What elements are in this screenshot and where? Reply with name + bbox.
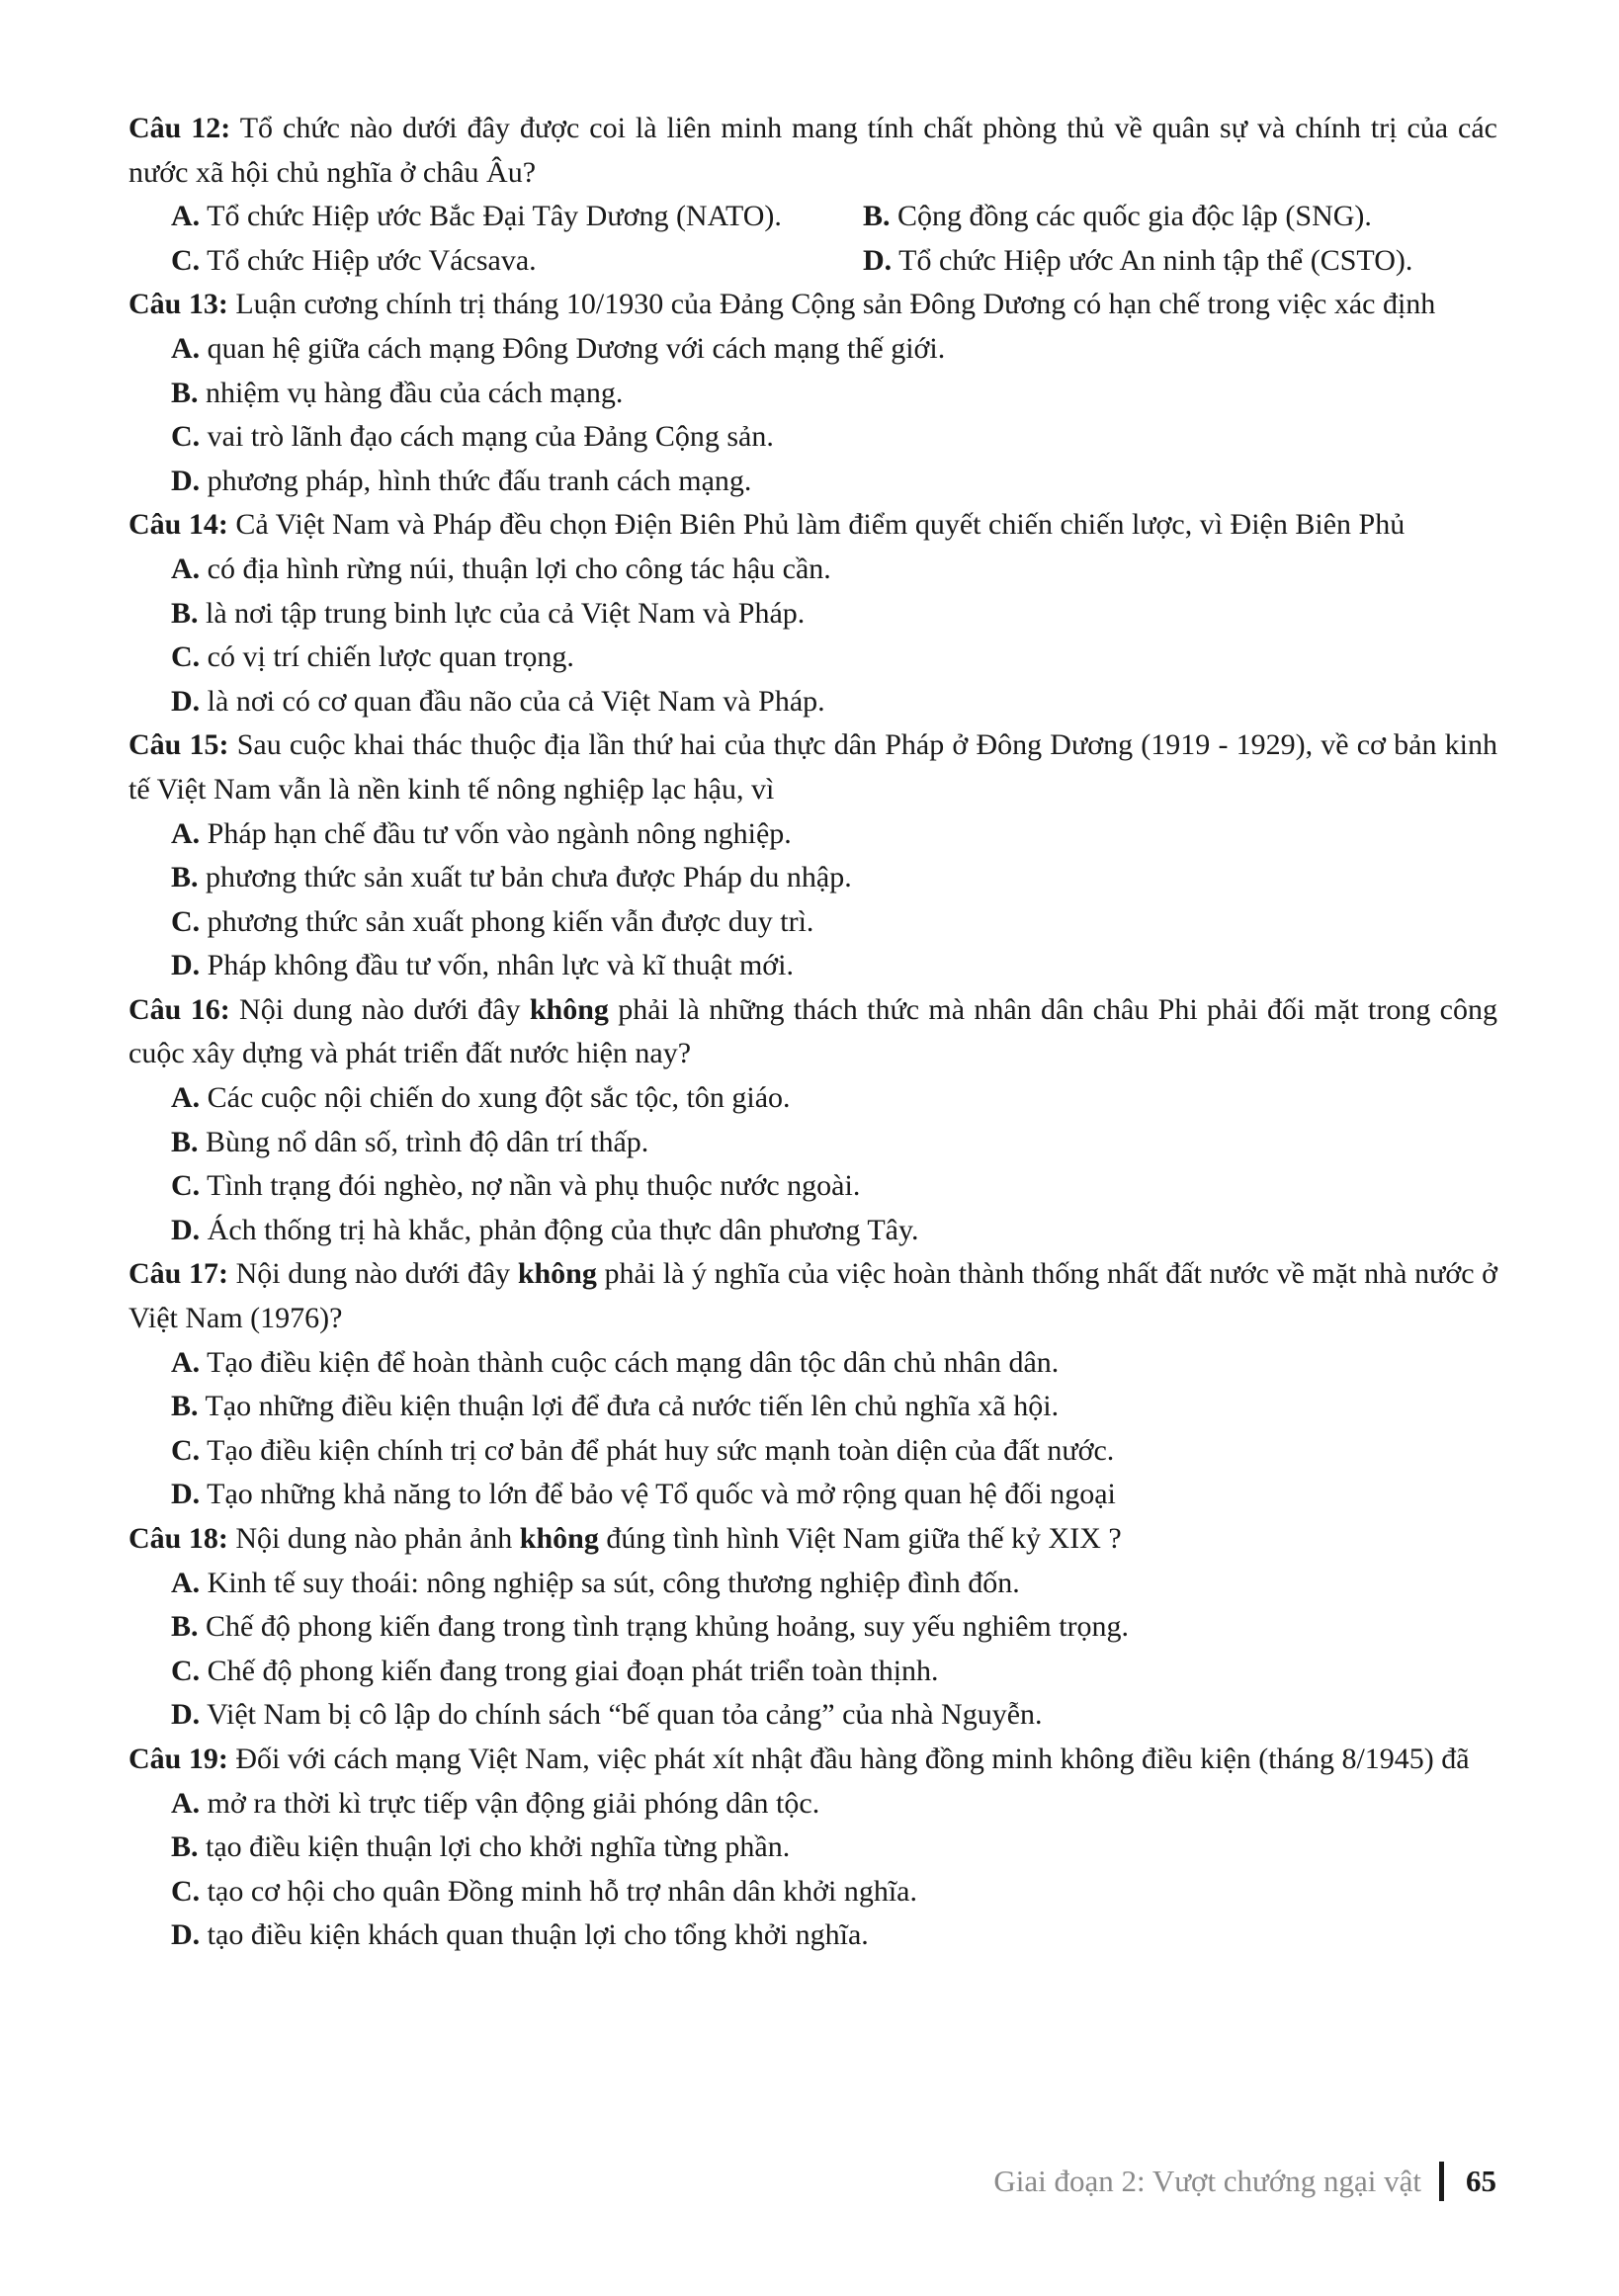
question-text: đúng tình hình Việt Nam giữa thế kỷ XIX ?	[598, 1522, 1122, 1555]
option-letter: D.	[171, 949, 201, 982]
footer-divider	[1439, 2162, 1444, 2201]
option-text: Bùng nổ dân số, trình độ dân trí thấp.	[198, 1125, 649, 1158]
question-stem	[128, 1252, 1497, 1340]
option-text: nhiệm vụ hàng đầu của cách mạng.	[198, 376, 624, 409]
option-text: tạo điều kiện khách quan thuận lợi cho tổng khởi nghĩa.	[200, 1918, 869, 1952]
option-text: Tạo những khả năng to lớn để bảo vệ Tổ quốc và mở rộng quan hệ đối ngoại	[200, 1478, 1116, 1511]
question-text: Sau cuộc khai thác thuộc địa lần thứ hai của thực dân Pháp ở Đông Dương (1919 - 1929), về cơ bản kinh tế Việt Nam vẫn là nền kinh tế nông nghiệp lạc hậu, vì	[128, 728, 1498, 806]
option-text: phương thức sản xuất tư bản chưa được Pháp du nhập.	[198, 861, 852, 894]
option-text: Chế độ phong kiến đang trong tình trạng khủng hoảng, suy yếu nghiêm trọng.	[198, 1610, 1130, 1644]
question-stem	[128, 107, 1497, 195]
option-text: Tạo điều kiện để hoàn thành cuộc cách mạng dân tộc dân chủ nhân dân.	[200, 1345, 1060, 1379]
answer-option	[128, 1429, 1497, 1474]
question-text: Nội dung nào dưới đây	[229, 992, 530, 1026]
page-number: 65	[1466, 2164, 1496, 2198]
option-text: Chế độ phong kiến đang trong giai đoạn phát triển toàn thịnh.	[200, 1654, 939, 1687]
option-text: vai trò lãnh đạo cách mạng của Đảng Cộng sản.	[200, 420, 774, 454]
page-footer	[993, 2160, 1496, 2203]
answer-option	[863, 239, 1495, 284]
answer-option	[128, 856, 1497, 900]
option-text: Việt Nam bị cô lập do chính sách “bế quan tỏa cảng” của nhà Nguyễn.	[200, 1698, 1043, 1732]
question-label: Câu 13:	[128, 288, 228, 321]
answer-option	[171, 239, 863, 284]
option-text: Cộng đồng các quốc gia độc lập (SNG).	[890, 200, 1372, 233]
answer-option	[128, 1826, 1497, 1870]
emphasis-word: không	[529, 992, 609, 1026]
question-label: Câu 15:	[128, 728, 229, 762]
question-label: Câu 12:	[128, 112, 231, 144]
question-15	[128, 723, 1497, 988]
question-text: Tổ chức nào dưới đây được coi là liên minh mang tính chất phòng thủ về quân sự và chính trị của các nước xã hội chủ nghĩa ở châu Âu?	[128, 112, 1497, 189]
option-text: quan hệ giữa cách mạng Đông Dương với cách mạng thế giới.	[200, 331, 946, 365]
answer-option	[128, 1650, 1497, 1694]
option-text: là nơi tập trung binh lực của cả Việt Nam và Pháp.	[198, 596, 806, 630]
option-letter: A.	[171, 1566, 201, 1599]
question-label: Câu 17:	[128, 1257, 228, 1291]
option-letter: D.	[171, 464, 201, 497]
option-text: Pháp hạn chế đầu tư vốn vào ngành nông nghiệp.	[200, 816, 792, 850]
answer-option	[128, 1076, 1497, 1121]
footer-section-title: Giai đoạn 2: Vượt chướng ngại vật	[993, 2164, 1421, 2198]
answer-option	[128, 1605, 1497, 1650]
option-letter: A.	[171, 1345, 201, 1379]
option-letter: D.	[171, 684, 201, 718]
option-text: mở ra thời kì trực tiếp vận động giải phóng dân tộc.	[200, 1786, 820, 1820]
option-text: tạo cơ hội cho quân Đồng minh hỗ trợ nhân dân khởi nghĩa.	[200, 1874, 917, 1908]
option-text: là nơi có cơ quan đầu não của cả Việt Nam và Pháp.	[200, 684, 825, 718]
answer-option	[128, 1385, 1497, 1429]
question-12	[128, 107, 1497, 283]
answer-option	[128, 1562, 1497, 1606]
answer-option	[128, 592, 1497, 637]
question-16	[128, 988, 1497, 1253]
question-text: Nội dung nào phản ảnh	[227, 1522, 520, 1555]
option-letter: D.	[171, 1918, 201, 1952]
option-letter: C.	[171, 243, 201, 277]
question-text: phải là những thách thức mà nhân dân châu Phi phải đối mặt trong công cuộc xây dựng và phát triển đất nước hiện nay?	[128, 992, 1497, 1070]
answer-option	[128, 372, 1497, 416]
question-18	[128, 1517, 1497, 1738]
answer-option	[128, 1164, 1497, 1209]
question-text: Đối với cách mạng Việt Nam, việc phát xít nhật đầu hàng đồng minh không điều kiện (tháng 8/1945) đã	[227, 1742, 1470, 1775]
question-17	[128, 1252, 1497, 1517]
options-grid	[128, 195, 1497, 283]
option-letter: B.	[171, 1390, 199, 1423]
question-14	[128, 503, 1497, 723]
option-letter: A.	[171, 1081, 201, 1115]
question-label: Câu 16:	[128, 992, 230, 1026]
option-text: Tạo điều kiện chính trị cơ bản để phát huy sức mạnh toàn diện của đất nước.	[200, 1433, 1115, 1467]
option-letter: D.	[171, 1478, 201, 1511]
answer-option	[128, 1913, 1497, 1958]
question-19	[128, 1738, 1497, 1958]
option-letter: A.	[171, 552, 201, 585]
answer-option	[128, 1209, 1497, 1253]
question-label: Câu 14:	[128, 508, 228, 542]
answer-option	[128, 812, 1497, 857]
option-letter: B.	[171, 861, 199, 894]
question-stem	[128, 1517, 1497, 1562]
question-label: Câu 19:	[128, 1742, 228, 1775]
question-label: Câu 18:	[128, 1522, 228, 1555]
option-text: Tổ chức Hiệp ước Vácsava.	[200, 243, 537, 277]
option-letter: A.	[171, 331, 201, 365]
answer-option	[128, 636, 1497, 680]
question-stem	[128, 723, 1497, 811]
option-letter: A.	[171, 816, 201, 850]
option-letter: A.	[171, 1786, 201, 1820]
option-text: Các cuộc nội chiến do xung đột sắc tộc, tôn giáo.	[200, 1081, 791, 1115]
option-letter: B.	[171, 1610, 199, 1644]
option-letter: A.	[171, 200, 201, 233]
option-text: Pháp không đầu tư vốn, nhân lực và kĩ thuật mới.	[200, 949, 794, 982]
answer-option	[128, 327, 1497, 372]
question-stem	[128, 1738, 1497, 1782]
option-letter: C.	[171, 1169, 201, 1203]
option-text: Tổ chức Hiệp ước Bắc Đại Tây Dương (NATO).	[200, 200, 782, 233]
option-text: phương thức sản xuất phong kiến vẫn được duy trì.	[200, 904, 814, 938]
answer-option	[128, 548, 1497, 592]
option-letter: C.	[171, 1433, 201, 1467]
option-text: có vị trí chiến lược quan trọng.	[200, 640, 574, 674]
option-letter: B.	[171, 1830, 199, 1864]
question-stem	[128, 503, 1497, 548]
emphasis-word: không	[517, 1257, 597, 1291]
question-text: Cả Việt Nam và Pháp đều chọn Điện Biên Phủ làm điểm quyết chiến chiến lược, vì Điện Biên Phủ	[227, 508, 1406, 542]
option-text: tạo điều kiện thuận lợi cho khởi nghĩa từng phần.	[198, 1830, 791, 1864]
option-letter: B.	[171, 596, 199, 630]
option-text: Tạo những điều kiện thuận lợi để đưa cả nước tiến lên chủ nghĩa xã hội.	[198, 1390, 1060, 1423]
option-letter: D.	[863, 243, 893, 277]
answer-option	[128, 1121, 1497, 1165]
answer-option	[128, 944, 1497, 988]
option-text: Tổ chức Hiệp ước An ninh tập thể (CSTO).	[892, 243, 1413, 277]
option-text: Ách thống trị hà khắc, phản động của thực dân phương Tây.	[200, 1213, 919, 1246]
answer-option	[128, 1782, 1497, 1827]
question-stem	[128, 283, 1497, 327]
option-letter: D.	[171, 1698, 201, 1732]
question-text: phải là ý nghĩa của việc hoàn thành thống nhất đất nước về mặt nhà nước ở Việt Nam (1976)?	[128, 1257, 1497, 1335]
answer-option	[128, 415, 1497, 460]
answer-option	[128, 1341, 1497, 1386]
answer-option	[863, 195, 1495, 239]
question-stem	[128, 988, 1497, 1076]
option-letter: D.	[171, 1213, 201, 1246]
option-letter: B.	[171, 1125, 199, 1158]
option-letter: C.	[171, 1654, 201, 1687]
option-text: Kinh tế suy thoái: nông nghiệp sa sút, công thương nghiệp đình đốn.	[200, 1566, 1020, 1599]
option-letter: C.	[171, 1874, 201, 1908]
option-text: có địa hình rừng núi, thuận lợi cho công tác hậu cần.	[200, 552, 831, 585]
question-text: Nội dung nào dưới đây	[227, 1257, 518, 1291]
answer-option	[128, 1473, 1497, 1517]
option-letter: C.	[171, 904, 201, 938]
answer-option	[128, 900, 1497, 945]
answer-option	[128, 1693, 1497, 1738]
option-text: Tình trạng đói nghèo, nợ nần và phụ thuộc nước ngoài.	[200, 1169, 861, 1203]
option-letter: C.	[171, 640, 201, 674]
question-13	[128, 283, 1497, 503]
answer-option	[128, 680, 1497, 724]
option-letter: C.	[171, 420, 201, 454]
option-letter: B.	[171, 376, 199, 409]
answer-option	[128, 1870, 1497, 1914]
answer-option	[128, 460, 1497, 504]
page-content	[128, 107, 1497, 1958]
answer-option	[171, 195, 863, 239]
question-text: Luận cương chính trị tháng 10/1930 của Đảng Cộng sản Đông Dương có hạn chế trong việc xác định	[227, 288, 1436, 321]
emphasis-word: không	[519, 1522, 599, 1555]
option-letter: B.	[863, 200, 891, 233]
option-text: phương pháp, hình thức đấu tranh cách mạng.	[200, 464, 752, 497]
